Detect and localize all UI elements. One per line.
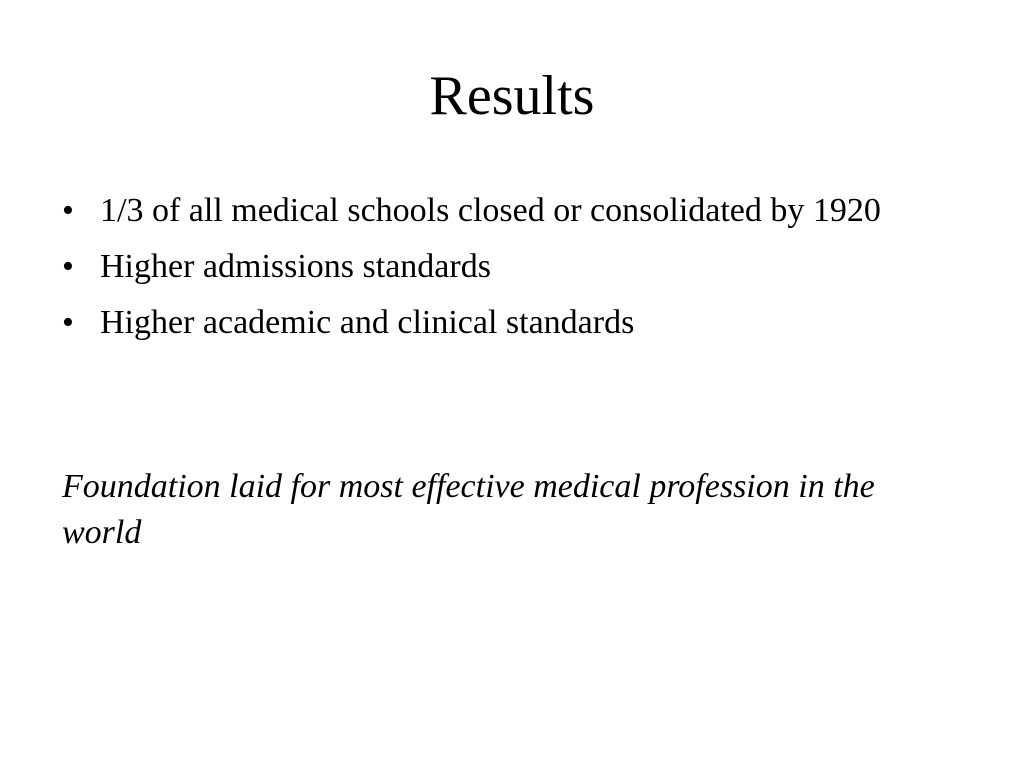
bullet-text: Higher academic and clinical standards bbox=[100, 304, 635, 341]
conclusion-text: Foundation laid for most effective medical profession in the world bbox=[62, 468, 875, 551]
bullet-text: Higher admissions standards bbox=[100, 248, 491, 285]
bullet-item bbox=[62, 244, 962, 290]
bullet-marker: • bbox=[62, 248, 74, 285]
bullet-item bbox=[62, 188, 962, 234]
bullet-item bbox=[62, 300, 962, 346]
bullet-marker: • bbox=[62, 192, 74, 229]
bullet-marker: • bbox=[62, 304, 74, 341]
slide-title: Results bbox=[429, 65, 595, 127]
bullet-list bbox=[62, 188, 962, 356]
bullet-text: 1/3 of all medical schools closed or consolidated by 1920 bbox=[100, 192, 881, 229]
